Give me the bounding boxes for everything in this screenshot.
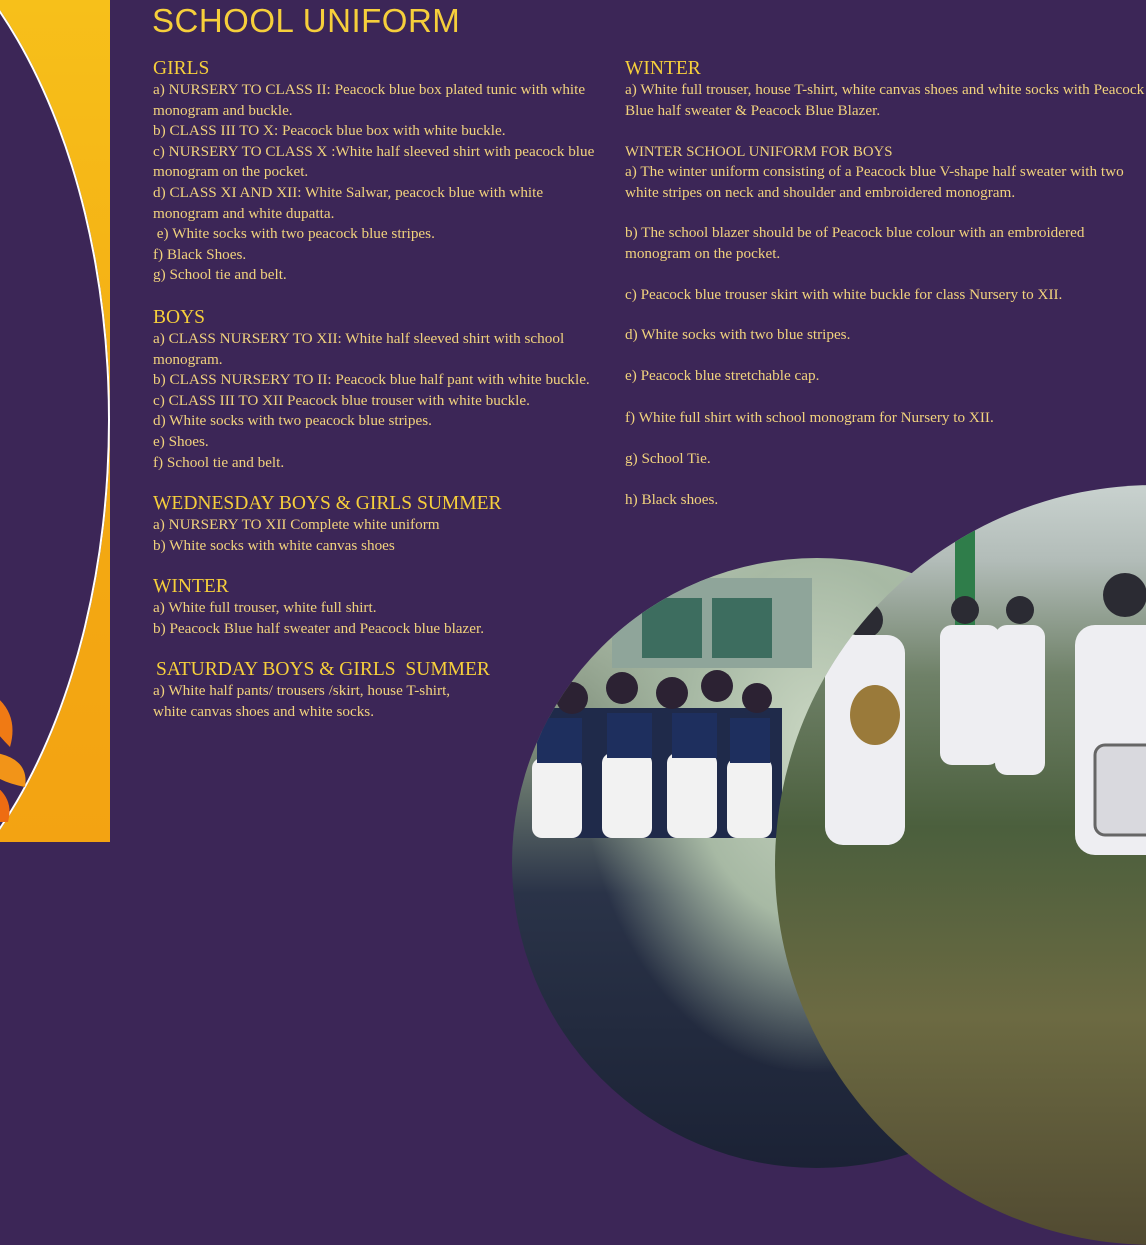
list-item: f) Black Shoes. (153, 245, 247, 263)
list-item: b) CLASS III TO X: Peacock blue box with white buckle. (153, 122, 506, 140)
list-item: f) White full shirt with school monogram for Nursery to XII. (625, 409, 994, 427)
list-item: a) NURSERY TO CLASS II: Peacock blue box plated tunic with white monogram and buckle. (153, 81, 586, 119)
section-saturday-summer (153, 659, 490, 722)
list-item: a) The winter uniform consisting of a Peacock blue V-shape half sweater with two white stripes on neck and shoulder and embroidered monogram. (625, 163, 1124, 201)
list-item: a) White half pants/ trousers /skirt, house T-shirt, white canvas shoes and white socks. (153, 682, 451, 721)
list-item: f) School tie and belt. (153, 453, 285, 471)
section-heading: WINTER (625, 58, 701, 79)
list-item: a) White full trouser, house T-shirt, white canvas shoes and white socks with Peacock Blue half sweater & Peacock Blue Blazer. (625, 81, 1145, 119)
section-heading: SATURDAY BOYS & GIRLS SUMMER (156, 659, 490, 681)
list-item: b) White socks with white canvas shoes (153, 536, 395, 554)
section-winter-right (625, 58, 1145, 121)
list-item: g) School tie and belt. (153, 266, 287, 284)
section-girls (153, 58, 603, 286)
list-item: c) CLASS III TO XII Peacock blue trouser with white buckle. (153, 391, 530, 409)
section-winter-boys (625, 142, 1145, 510)
left-column (153, 58, 603, 723)
list-item: g) School Tie. (625, 449, 711, 467)
list-item: e) White socks with two peacock blue stripes. (153, 225, 435, 243)
list-item: d) CLASS XI AND XII: White Salwar, peacock blue with white monogram and white dupatta. (153, 183, 544, 222)
list-item: d) White socks with two peacock blue stripes. (153, 412, 432, 430)
list-item: h) Black shoes. (625, 490, 719, 508)
section-wednesday-summer (153, 493, 603, 556)
section-heading: WINTER (153, 576, 229, 598)
list-item: e) Shoes. (153, 432, 209, 450)
section-winter (153, 576, 603, 639)
page-title: SCHOOL UNIFORM (152, 2, 461, 39)
section-heading: WEDNESDAY BOYS & GIRLS SUMMER (153, 493, 502, 515)
flower-decoration-icon (0, 672, 45, 822)
subsection-heading: WINTER SCHOOL UNIFORM FOR BOYS (625, 144, 893, 161)
section-boys (153, 307, 603, 473)
right-column (625, 58, 1145, 510)
list-item: c) NURSERY TO CLASS X :White half sleeved shirt with peacock blue monogram on the pocket. (153, 142, 595, 181)
list-item: a) White full trouser, white full shirt. (153, 599, 377, 617)
section-heading: GIRLS (153, 58, 210, 79)
list-item: b) The school blazer should be of Peacock blue colour with an embroidered monogram on the pocket. (625, 224, 1085, 262)
list-item: e) Peacock blue stretchable cap. (625, 366, 820, 384)
list-item: b) CLASS NURSERY TO II: Peacock blue half pant with white buckle. (153, 371, 590, 389)
list-item: d) White socks with two blue stripes. (625, 326, 851, 344)
list-item: c) Peacock blue trouser skirt with white buckle for class Nursery to XII. (625, 285, 1063, 303)
section-heading: BOYS (153, 306, 206, 328)
list-item: a) NURSERY TO XII Complete white uniform (153, 516, 440, 534)
list-item: a) CLASS NURSERY TO XII: White half sleeved shirt with school monogram. (153, 329, 565, 368)
list-item: b) Peacock Blue half sweater and Peacock blue blazer. (153, 619, 485, 637)
